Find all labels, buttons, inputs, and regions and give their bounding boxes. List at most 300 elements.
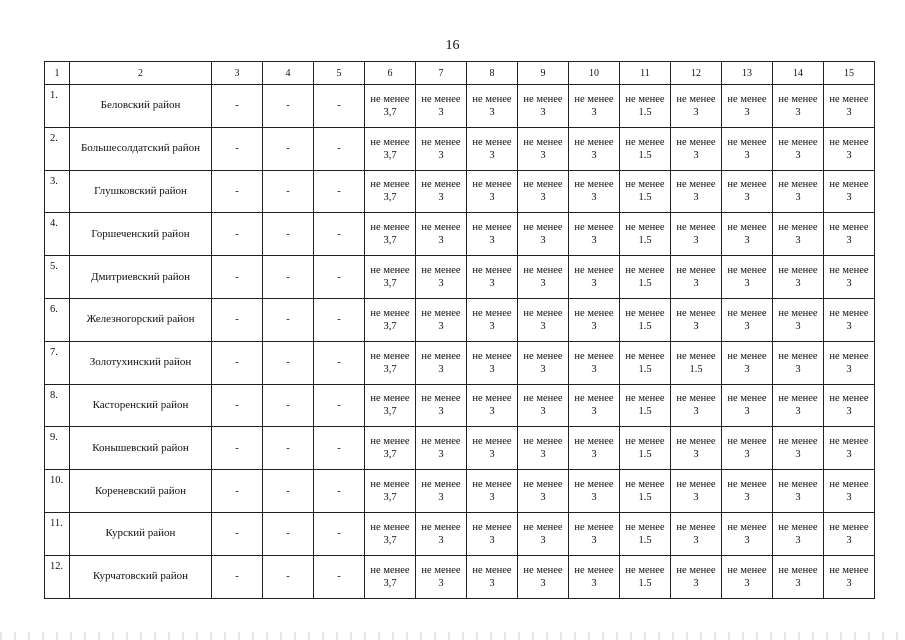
value-cell	[773, 170, 824, 213]
value-cell	[416, 298, 467, 341]
dash-cell: -	[263, 341, 314, 384]
value-cell	[671, 127, 722, 170]
value-cell	[518, 555, 569, 598]
value-qualifier: не менее	[676, 307, 716, 319]
value-number: 1.5	[638, 106, 652, 118]
value-cell	[620, 555, 671, 598]
value-number: 3	[540, 106, 546, 118]
value-cell	[722, 298, 773, 341]
value-qualifier: не менее	[727, 136, 767, 148]
value-cell	[620, 341, 671, 384]
value-cell	[824, 127, 875, 170]
value-number: 3	[438, 235, 444, 247]
dash-cell: -	[314, 298, 365, 341]
value-number: 3	[591, 320, 597, 332]
value-number: 3,7	[383, 235, 397, 247]
value-qualifier: не менее	[727, 265, 767, 277]
value-cell	[824, 85, 875, 128]
value-cell	[365, 555, 416, 598]
column-header: 9	[518, 62, 569, 85]
dash-cell: -	[263, 127, 314, 170]
value-cell	[824, 384, 875, 427]
value-cell	[722, 470, 773, 513]
value-number: 3	[591, 106, 597, 118]
value-qualifier: не менее	[574, 307, 614, 319]
value-cell	[773, 512, 824, 555]
value-qualifier: не менее	[625, 93, 665, 105]
value-number: 3	[744, 320, 750, 332]
value-qualifier: не менее	[727, 222, 767, 234]
value-cell	[773, 555, 824, 598]
value-qualifier: не менее	[625, 564, 665, 576]
value-number: 3	[846, 492, 852, 504]
value-number: 3,7	[383, 492, 397, 504]
value-cell	[722, 555, 773, 598]
value-qualifier: не менее	[370, 179, 410, 191]
value-qualifier: не менее	[472, 136, 512, 148]
value-qualifier: не менее	[421, 136, 461, 148]
value-qualifier: не менее	[829, 136, 869, 148]
value-number: 3,7	[383, 363, 397, 375]
value-qualifier: не менее	[829, 307, 869, 319]
value-cell	[824, 555, 875, 598]
value-number: 3	[693, 235, 699, 247]
value-number: 3	[744, 149, 750, 161]
row-number: 5.	[45, 256, 70, 299]
value-cell	[416, 427, 467, 470]
value-cell	[569, 170, 620, 213]
value-qualifier: не менее	[778, 93, 818, 105]
dash-cell: -	[263, 470, 314, 513]
value-qualifier: не менее	[727, 350, 767, 362]
dash-cell: -	[263, 256, 314, 299]
value-number: 3	[438, 192, 444, 204]
value-number: 3	[591, 406, 597, 418]
value-number: 3	[744, 192, 750, 204]
value-qualifier: не менее	[370, 136, 410, 148]
value-qualifier: не менее	[778, 564, 818, 576]
value-number: 3	[489, 449, 495, 461]
column-header: 11	[620, 62, 671, 85]
value-number: 1.5	[638, 577, 652, 589]
value-qualifier: не менее	[676, 479, 716, 491]
value-cell	[518, 427, 569, 470]
value-qualifier: не менее	[727, 479, 767, 491]
value-number: 3	[693, 492, 699, 504]
value-qualifier: не менее	[370, 265, 410, 277]
dash-cell: -	[212, 427, 263, 470]
value-cell	[416, 170, 467, 213]
value-cell	[773, 384, 824, 427]
value-qualifier: не менее	[523, 136, 563, 148]
value-number: 3,7	[383, 406, 397, 418]
district-name: Золотухинский район	[70, 341, 212, 384]
value-cell	[569, 213, 620, 256]
value-cell	[467, 256, 518, 299]
value-qualifier: не менее	[370, 479, 410, 491]
table-row	[45, 427, 875, 470]
district-name: Горшеченский район	[70, 213, 212, 256]
value-cell	[365, 256, 416, 299]
value-qualifier: не менее	[676, 350, 716, 362]
value-cell	[722, 256, 773, 299]
value-qualifier: не менее	[421, 222, 461, 234]
value-qualifier: не менее	[523, 179, 563, 191]
value-cell	[671, 213, 722, 256]
value-cell	[722, 85, 773, 128]
value-cell	[824, 170, 875, 213]
value-qualifier: не менее	[676, 93, 716, 105]
value-number: 3	[693, 320, 699, 332]
value-cell	[722, 170, 773, 213]
value-qualifier: не менее	[370, 393, 410, 405]
dash-cell: -	[314, 256, 365, 299]
value-qualifier: не менее	[421, 393, 461, 405]
value-number: 3	[438, 149, 444, 161]
value-number: 3,7	[383, 534, 397, 546]
value-number: 3	[693, 106, 699, 118]
value-cell	[722, 384, 773, 427]
value-number: 3	[438, 406, 444, 418]
value-cell	[671, 170, 722, 213]
value-number: 3	[795, 449, 801, 461]
column-header: 4	[263, 62, 314, 85]
districts-table	[44, 61, 875, 599]
column-header: 2	[70, 62, 212, 85]
value-qualifier: не менее	[829, 436, 869, 448]
value-cell	[467, 427, 518, 470]
value-qualifier: не менее	[625, 307, 665, 319]
value-cell	[569, 85, 620, 128]
value-number: 3	[591, 449, 597, 461]
value-qualifier: не менее	[727, 521, 767, 533]
row-number: 7.	[45, 341, 70, 384]
dash-cell: -	[212, 127, 263, 170]
dash-cell: -	[263, 213, 314, 256]
dash-cell: -	[314, 384, 365, 427]
value-cell	[773, 256, 824, 299]
value-cell	[824, 341, 875, 384]
dash-cell: -	[263, 512, 314, 555]
value-cell	[416, 213, 467, 256]
value-number: 3	[591, 363, 597, 375]
value-qualifier: не менее	[778, 479, 818, 491]
dash-cell: -	[314, 512, 365, 555]
value-qualifier: не менее	[421, 479, 461, 491]
table-row	[45, 85, 875, 128]
value-number: 3	[540, 449, 546, 461]
value-qualifier: не менее	[727, 93, 767, 105]
value-cell	[671, 256, 722, 299]
column-header: 12	[671, 62, 722, 85]
value-cell	[671, 85, 722, 128]
value-cell	[518, 127, 569, 170]
value-qualifier: не менее	[829, 564, 869, 576]
district-name: Большесолдатский район	[70, 127, 212, 170]
value-qualifier: не менее	[829, 521, 869, 533]
value-qualifier: не менее	[370, 222, 410, 234]
district-name: Дмитриевский район	[70, 256, 212, 299]
value-qualifier: не менее	[574, 179, 614, 191]
value-number: 1.5	[689, 363, 703, 375]
value-number: 3	[489, 534, 495, 546]
value-qualifier: не менее	[778, 222, 818, 234]
table-row	[45, 298, 875, 341]
value-cell	[722, 127, 773, 170]
value-cell	[620, 213, 671, 256]
value-number: 3	[540, 320, 546, 332]
row-number: 3.	[45, 170, 70, 213]
value-cell	[620, 384, 671, 427]
value-cell	[569, 256, 620, 299]
value-number: 3	[438, 106, 444, 118]
value-qualifier: не менее	[727, 436, 767, 448]
value-number: 3	[744, 577, 750, 589]
value-qualifier: не менее	[625, 436, 665, 448]
value-cell	[620, 85, 671, 128]
value-cell	[365, 298, 416, 341]
value-qualifier: не менее	[829, 393, 869, 405]
value-number: 3	[489, 278, 495, 290]
value-number: 3	[846, 449, 852, 461]
value-cell	[620, 298, 671, 341]
column-header: 7	[416, 62, 467, 85]
column-header: 5	[314, 62, 365, 85]
value-cell	[416, 555, 467, 598]
dash-cell: -	[263, 85, 314, 128]
value-cell	[467, 213, 518, 256]
value-number: 3,7	[383, 577, 397, 589]
value-cell	[518, 384, 569, 427]
value-cell	[518, 85, 569, 128]
value-qualifier: не менее	[421, 265, 461, 277]
value-number: 3	[795, 534, 801, 546]
value-cell	[467, 170, 518, 213]
dash-cell: -	[314, 341, 365, 384]
value-cell	[671, 470, 722, 513]
value-qualifier: не менее	[370, 436, 410, 448]
row-number: 10.	[45, 470, 70, 513]
value-number: 3	[744, 492, 750, 504]
value-cell	[671, 298, 722, 341]
column-header: 15	[824, 62, 875, 85]
value-qualifier: не менее	[421, 350, 461, 362]
value-cell	[416, 127, 467, 170]
value-cell	[824, 298, 875, 341]
value-number: 3	[744, 106, 750, 118]
value-cell	[569, 341, 620, 384]
value-cell	[773, 85, 824, 128]
column-header: 6	[365, 62, 416, 85]
value-number: 3	[744, 278, 750, 290]
value-number: 3	[489, 406, 495, 418]
value-qualifier: не менее	[625, 521, 665, 533]
dash-cell: -	[314, 555, 365, 598]
value-cell	[773, 427, 824, 470]
value-cell	[518, 341, 569, 384]
value-qualifier: не менее	[370, 564, 410, 576]
value-number: 1.5	[638, 492, 652, 504]
value-number: 3	[591, 577, 597, 589]
dash-cell: -	[263, 298, 314, 341]
value-number: 3	[489, 320, 495, 332]
table-row	[45, 512, 875, 555]
dash-cell: -	[212, 384, 263, 427]
district-name: Курский район	[70, 512, 212, 555]
value-number: 3	[438, 492, 444, 504]
column-header: 3	[212, 62, 263, 85]
value-qualifier: не менее	[625, 222, 665, 234]
column-header: 1	[45, 62, 70, 85]
value-qualifier: не менее	[523, 521, 563, 533]
value-number: 3	[795, 149, 801, 161]
value-number: 3	[489, 149, 495, 161]
value-number: 3	[744, 449, 750, 461]
value-number: 3	[540, 149, 546, 161]
value-qualifier: не менее	[676, 179, 716, 191]
value-cell	[722, 341, 773, 384]
dash-cell: -	[263, 555, 314, 598]
value-number: 3	[438, 363, 444, 375]
value-qualifier: не менее	[523, 479, 563, 491]
value-qualifier: не менее	[778, 521, 818, 533]
dash-cell: -	[212, 470, 263, 513]
district-name: Курчатовский район	[70, 555, 212, 598]
column-header: 8	[467, 62, 518, 85]
value-cell	[824, 256, 875, 299]
value-number: 3	[540, 406, 546, 418]
value-number: 3	[795, 320, 801, 332]
dash-cell: -	[212, 298, 263, 341]
value-qualifier: не менее	[676, 436, 716, 448]
value-qualifier: не менее	[523, 393, 563, 405]
value-number: 3	[846, 235, 852, 247]
value-qualifier: не менее	[421, 436, 461, 448]
dash-cell: -	[212, 341, 263, 384]
value-cell	[518, 470, 569, 513]
value-qualifier: не менее	[625, 265, 665, 277]
value-qualifier: не менее	[421, 179, 461, 191]
value-qualifier: не менее	[370, 350, 410, 362]
row-number: 1.	[45, 85, 70, 128]
value-cell	[365, 170, 416, 213]
value-number: 3	[438, 278, 444, 290]
value-cell	[467, 298, 518, 341]
value-number: 3,7	[383, 192, 397, 204]
dash-cell: -	[263, 427, 314, 470]
value-qualifier: не менее	[574, 393, 614, 405]
value-number: 1.5	[638, 278, 652, 290]
value-qualifier: не менее	[472, 350, 512, 362]
value-number: 3	[744, 406, 750, 418]
value-cell	[518, 170, 569, 213]
value-number: 3	[540, 278, 546, 290]
value-cell	[467, 341, 518, 384]
value-cell	[824, 470, 875, 513]
value-number: 1.5	[638, 363, 652, 375]
value-number: 3	[795, 235, 801, 247]
column-header: 14	[773, 62, 824, 85]
value-number: 3,7	[383, 449, 397, 461]
value-cell	[620, 470, 671, 513]
table-header-row	[45, 62, 875, 85]
value-cell	[671, 555, 722, 598]
value-cell	[467, 127, 518, 170]
dash-cell: -	[314, 213, 365, 256]
row-number: 11.	[45, 512, 70, 555]
value-cell	[467, 470, 518, 513]
value-number: 3	[693, 534, 699, 546]
value-number: 3	[795, 363, 801, 375]
value-qualifier: не менее	[472, 393, 512, 405]
value-number: 3	[744, 363, 750, 375]
value-qualifier: не менее	[421, 521, 461, 533]
value-qualifier: не менее	[472, 265, 512, 277]
value-cell	[416, 256, 467, 299]
dash-cell: -	[212, 85, 263, 128]
value-number: 3	[846, 320, 852, 332]
value-qualifier: не менее	[523, 265, 563, 277]
value-qualifier: не менее	[472, 521, 512, 533]
row-number: 2.	[45, 127, 70, 170]
table-row	[45, 256, 875, 299]
value-cell	[467, 555, 518, 598]
value-qualifier: не менее	[829, 179, 869, 191]
district-name: Глушковский район	[70, 170, 212, 213]
value-cell	[365, 341, 416, 384]
value-qualifier: не менее	[472, 307, 512, 319]
table-row	[45, 341, 875, 384]
value-cell	[467, 85, 518, 128]
value-number: 3	[591, 192, 597, 204]
value-qualifier: не менее	[727, 393, 767, 405]
value-number: 3	[591, 278, 597, 290]
value-cell	[620, 170, 671, 213]
dash-cell: -	[212, 512, 263, 555]
value-qualifier: не менее	[727, 179, 767, 191]
value-cell	[365, 384, 416, 427]
value-cell	[722, 512, 773, 555]
value-qualifier: не менее	[727, 564, 767, 576]
value-qualifier: не менее	[574, 521, 614, 533]
dash-cell: -	[212, 256, 263, 299]
value-number: 3	[540, 363, 546, 375]
dash-cell: -	[212, 170, 263, 213]
value-cell	[365, 213, 416, 256]
value-number: 3	[540, 192, 546, 204]
value-qualifier: не менее	[472, 436, 512, 448]
dash-cell: -	[314, 127, 365, 170]
value-cell	[365, 470, 416, 513]
value-qualifier: не менее	[829, 350, 869, 362]
value-number: 3	[693, 406, 699, 418]
value-cell	[518, 256, 569, 299]
value-qualifier: не менее	[778, 436, 818, 448]
value-number: 3	[846, 278, 852, 290]
value-number: 3	[795, 192, 801, 204]
value-cell	[671, 427, 722, 470]
value-qualifier: не менее	[676, 136, 716, 148]
value-qualifier: не менее	[829, 222, 869, 234]
value-qualifier: не менее	[574, 265, 614, 277]
value-number: 1.5	[638, 149, 652, 161]
value-number: 3	[795, 106, 801, 118]
dash-cell: -	[314, 470, 365, 513]
value-number: 3	[795, 278, 801, 290]
value-cell	[671, 512, 722, 555]
value-cell	[824, 512, 875, 555]
table-row	[45, 127, 875, 170]
